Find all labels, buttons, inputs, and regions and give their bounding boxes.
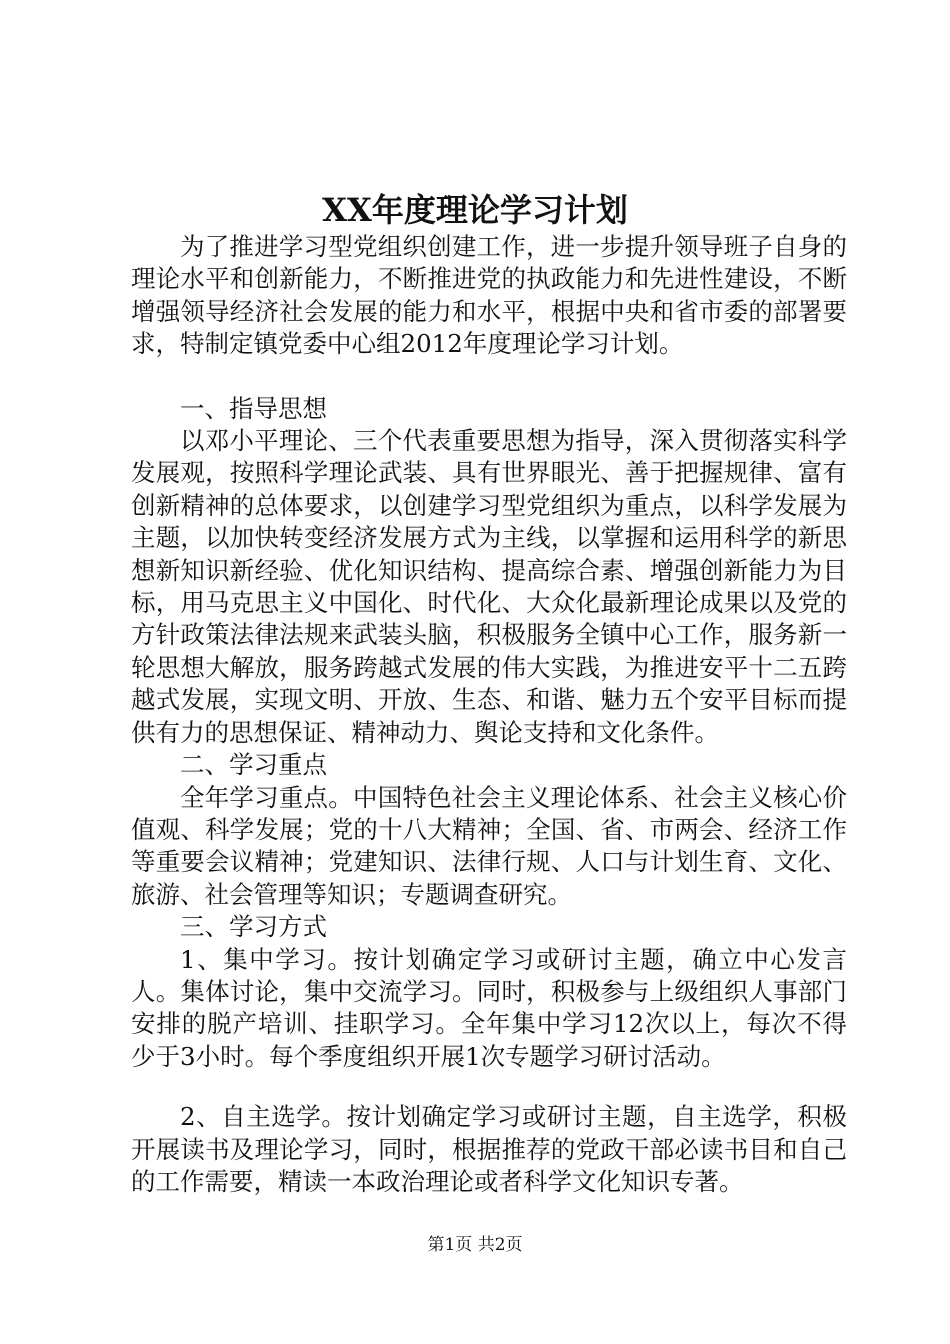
document-body xyxy=(131,231,847,1198)
section-study-method xyxy=(131,911,847,1198)
section-heading: 二、学习重点 xyxy=(180,750,327,780)
section-heading: 一、指导思想 xyxy=(180,393,327,423)
section-study-focus xyxy=(131,749,847,911)
section-guiding-thought xyxy=(131,393,847,749)
page-footer: 第1页 共2页 xyxy=(427,1235,523,1255)
section-paragraph: 1、集中学习。按计划确定学习或研讨主题，确立中心发言人。集体讨论，集中交流学习。同时，积极参与上级组织人事部门安排的脱产培训、挂职学习。全年集中学习12次以上，每次不得少于3小时。每个季度组织开展1次专题学习研讨活动。 xyxy=(131,944,847,1071)
document-title: XX年度理论学习计划 xyxy=(322,191,628,229)
intro-paragraph: 为了推进学习型党组织创建工作，进一步提升领导班子自身的理论水平和创新能力，不断推进党的执政能力和先进性建设，不断增强领导经济社会发展的能力和水平，根据中央和省市委的部署要求，特制定镇党委中心组2012年度理论学习计划。 xyxy=(131,232,847,359)
section-paragraph: 全年学习重点。中国特色社会主义理论体系、社会主义核心价值观、科学发展；党的十八大精神；全国、省、市两会、经济工作等重要会议精神；党建知识、法律行规、人口与计划生育、文化、旅游、社会管理等知识；专题调查研究。 xyxy=(131,782,847,909)
section-heading: 三、学习方式 xyxy=(180,912,327,942)
section-paragraph: 2、自主选学。按计划确定学习或研讨主题，自主选学，积极开展读书及理论学习，同时，根据推荐的党政干部必读书目和自己的工作需要，精读一本政治理论或者科学文化知识专著。 xyxy=(131,1102,847,1196)
section-paragraph: 以邓小平理论、三个代表重要思想为指导，深入贯彻落实科学发展观，按照科学理论武装、具有世界眼光、善于把握规律、富有创新精神的总体要求，以创建学习型党组织为重点，以科学发展为主题，以加快转变经济发展方式为主线，以掌握和运用科学的新思想新知识新经验、优化知识结构、提高综合素、增强创新能力为目标，用马克思主义中国化、时代化、大众化最新理论成果以及党的方针政策法律法规来武装头脑，积极服务全镇中心工作，服务新一轮思想大解放，服务跨越式发展的伟大实践，为推进安平十二五跨越式发展，实现文明、开放、生态、和谐、魅力五个安平目标而提供有力的思想保证、精神动力、舆论支持和文化条件。 xyxy=(131,426,847,747)
